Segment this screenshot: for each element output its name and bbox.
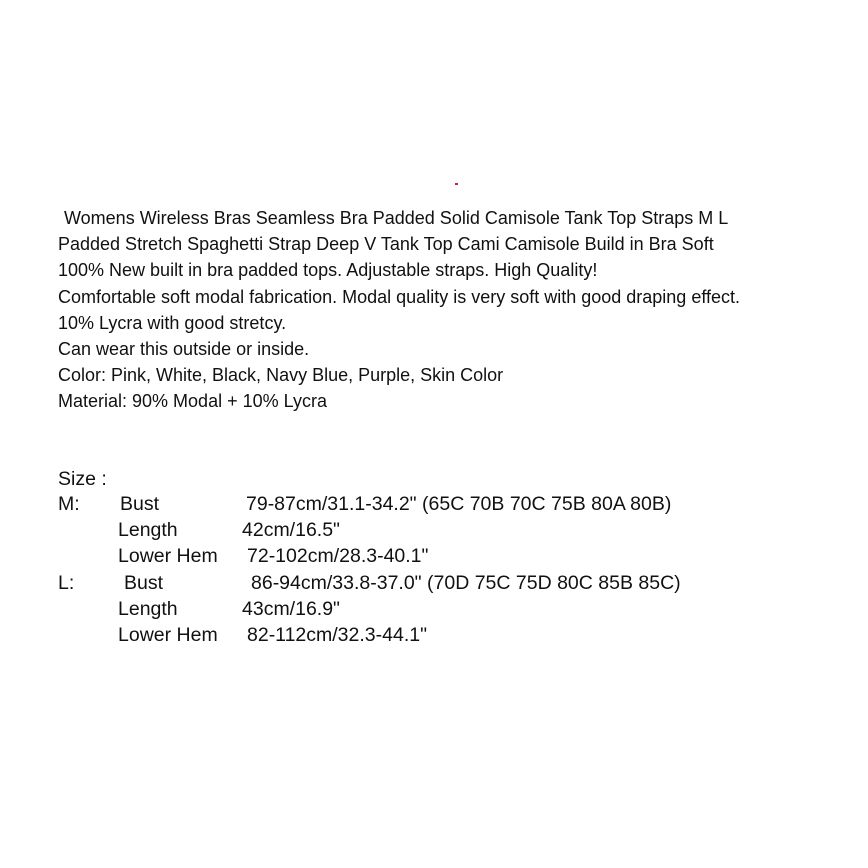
decorative-dot xyxy=(455,183,458,185)
product-title-line-1: Womens Wireless Bras Seamless Bra Padded Solid Camisole Tank Top Straps M L xyxy=(64,208,729,228)
measure-value: 42cm/16.5" xyxy=(242,519,340,541)
size-label: L: xyxy=(58,572,75,594)
description-line: 100% New built in bra padded tops. Adjustable straps. High Quality! xyxy=(58,260,598,281)
measure-label: Length xyxy=(118,519,178,541)
measure-label: Length xyxy=(118,598,178,620)
measure-value: 43cm/16.9" xyxy=(242,598,340,620)
measure-label: Bust xyxy=(124,572,164,594)
measure-value: 86-94cm/33.8-37.0" (70D 75C 75D 80C 85B 85C) xyxy=(251,572,681,594)
measure-label: Lower Hem xyxy=(118,545,218,567)
measure-value: 72-102cm/28.3-40.1" xyxy=(247,545,429,567)
product-description xyxy=(58,205,858,415)
measure-value: 82-112cm/32.3-44.1" xyxy=(247,624,428,646)
size-label: M: xyxy=(58,493,80,515)
description-line: 10% Lycra with good stretcy. xyxy=(58,312,287,333)
measure-label: Lower Hem xyxy=(118,624,218,646)
material-line: Material: 90% Modal + 10% Lycra xyxy=(58,391,327,412)
description-line: Can wear this outside or inside. xyxy=(58,339,310,360)
measure-label: Bust xyxy=(120,493,160,515)
size-chart-title: Size : xyxy=(58,468,107,490)
measure-value: 79-87cm/31.1-34.2" (65C 70B 70C 75B 80A 80B) xyxy=(246,493,672,515)
color-line: Color: Pink, White, Black, Navy Blue, Purple, Skin Color xyxy=(58,365,504,386)
product-title-line-2: Padded Stretch Spaghetti Strap Deep V Tank Top Cami Camisole Build in Bra Soft xyxy=(58,234,714,255)
description-line: Comfortable soft modal fabrication. Modal quality is very soft with good draping effect. xyxy=(58,286,741,307)
